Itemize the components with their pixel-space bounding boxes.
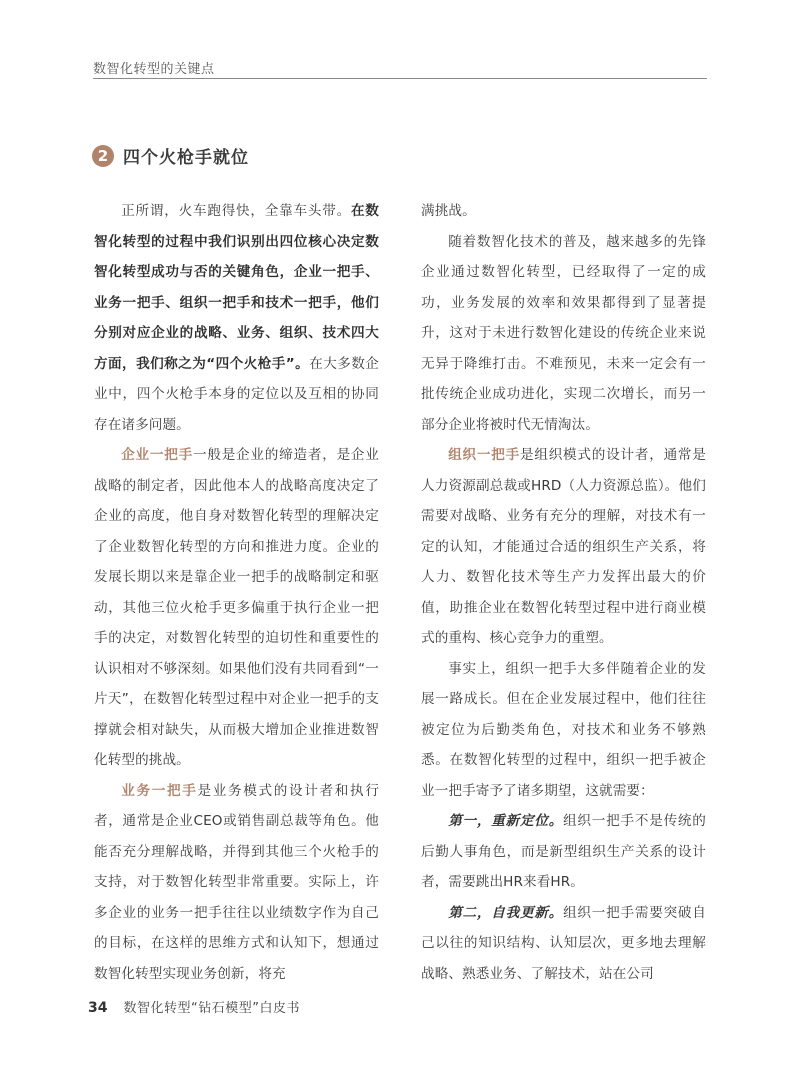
paragraph: 事实上，组织一把手大多伴随着企业的发展一路成长。但在企业发展过程中，他们往往被定位为后勤类角色，对技术和业务不够熟悉。在数智化转型的过程中，组织一把手被企业一把手寄予了诸多期望，这就需要： bbox=[421, 660, 706, 799]
page-number: 34 bbox=[88, 1000, 108, 1016]
running-header: 数智化转型的关键点 bbox=[93, 62, 215, 77]
section-number-badge: 2 bbox=[92, 145, 114, 167]
paragraph-text: 组织一把手需要突破自己以往的知识结构、认知层次，更多地去理解战略、熟悉业务、了解技术，站在公司 bbox=[421, 904, 706, 982]
right-column bbox=[421, 196, 706, 989]
paragraph bbox=[94, 440, 379, 776]
paragraph bbox=[94, 196, 379, 440]
paragraph-text: 是组织模式的设计者，通常是人力资源副总裁或HRD（人力资源总监）。他们需要对战略、业务有充分的理解，对技术有一定的认知，才能通过合适的组织生产关系，将人力、数智化技术等生产力发挥出最大的价值，助推企业在数智化转型过程中进行商业模式的重构、核心竞争力的重塑。 bbox=[421, 447, 706, 646]
role-term: 组织一把手 bbox=[448, 447, 520, 463]
paragraph-text: 在大多数企业中，四个火枪手本身的定位以及互相的协同存在诸多问题。 bbox=[94, 355, 380, 433]
paragraph: 满挑战。 bbox=[421, 203, 476, 219]
section-heading bbox=[92, 143, 249, 168]
paragraph bbox=[421, 806, 706, 898]
role-term: 业务一把手 bbox=[121, 782, 198, 799]
book-title: 数智化转型“钻石模型”白皮书 bbox=[123, 1001, 300, 1016]
paragraph-lead: 正所谓，火车跑得快，全靠车头带。 bbox=[121, 203, 351, 219]
paragraph: 随着数智化技术的普及，越来越多的先锋企业通过数智化转型，已经取得了一定的成功，业务发展的效率和效果都得到了显著提升，这对于未进行数智化建设的传统企业来说无异于降维打击。不难预见，未来一定会有一批传统企业成功进化，实现二次增长，而另一部分企业将被时代无情淘汰。 bbox=[421, 233, 706, 433]
paragraph-text: 一般是企业的缔造者，是企业战略的制定者，因此他本人的战略高度决定了企业的高度，他自身对数智化转型的理解决定了企业数智化转型的方向和推进力度。企业的发展长期以来是靠企业一把手的战略制定和驱动，其他三位火枪手更多偏重于执行企业一把手的决定，对数智化转型的迫切性和重要性的认识相对不够深刻。如果他们没有共同看到“一片天”，在数智化转型过程中对企业一把手的支撑就会相对缺失，从而极大增加企业推进数智化转型的挑战。 bbox=[94, 447, 379, 768]
role-term: 企业一把手 bbox=[121, 447, 193, 463]
point-lead: 第二，自我更新。 bbox=[448, 904, 564, 921]
paragraph-emphasis: 在数智化转型的过程中我们识别出四位核心决定数智化转型成功与否的关键角色，企业一把手、业务一把手、组织一把手和技术一把手，他们分别对应企业的战略、业务、组织、技术四大方面，我们称之为“四个火枪手”。 bbox=[94, 203, 379, 372]
header-rule bbox=[93, 78, 707, 79]
left-column bbox=[94, 196, 379, 989]
paragraph-text: 是业务模式的设计者和执行者，通常是企业CEO或销售副总裁等角色。他能否充分理解战略，并得到其他三个火枪手的支持，对于数智化转型非常重要。实际上，许多企业的业务一把手往往以业绩数字作为自己的目标，在这样的思维方式和认知下，想通过数智化转型实现业务创新，将充 bbox=[94, 782, 380, 982]
paragraph bbox=[421, 898, 706, 990]
page-footer bbox=[88, 997, 300, 1016]
paragraph-text: 组织一把手不是传统的后勤人事角色，而是新型组织生产关系的设计者，需要跳出HR来看HR。 bbox=[421, 813, 706, 890]
section-title: 四个火枪手就位 bbox=[123, 148, 249, 168]
paragraph bbox=[94, 776, 379, 990]
point-lead: 第一，重新定位。 bbox=[448, 813, 564, 829]
paragraph bbox=[421, 440, 706, 654]
